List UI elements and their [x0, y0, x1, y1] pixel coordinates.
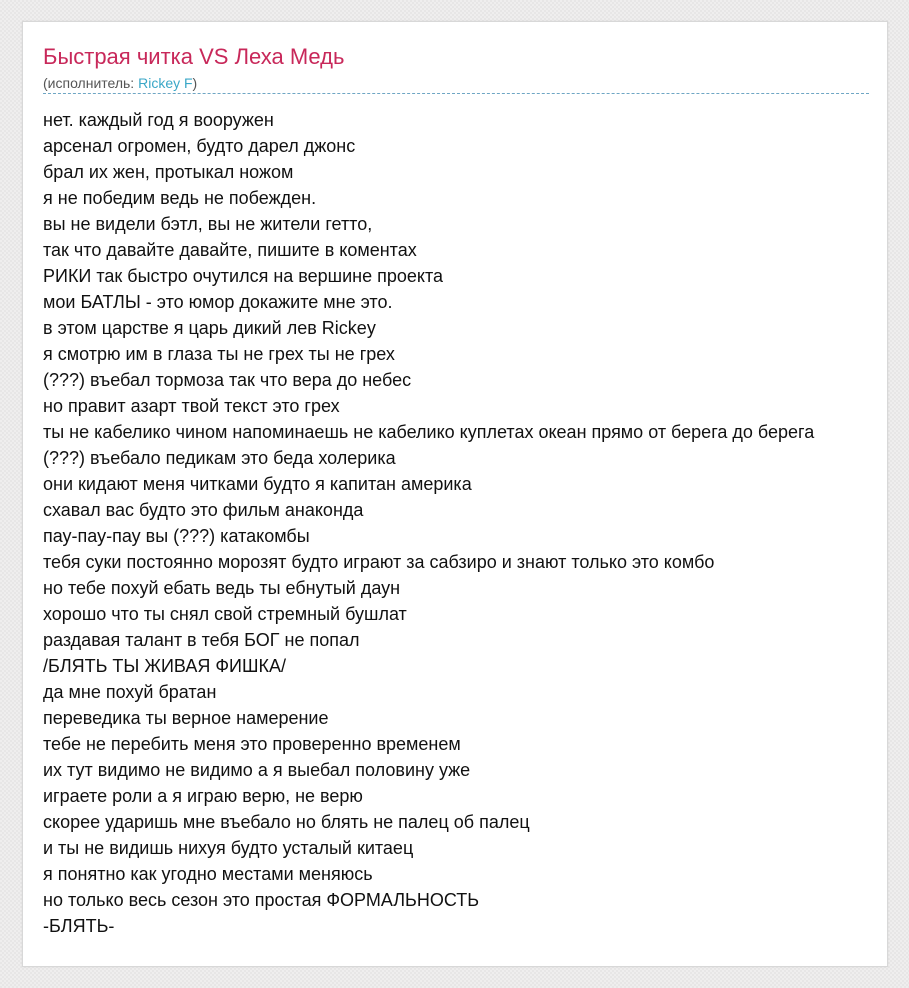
lyric-line: но правит азарт твой текст это грех [43, 396, 340, 416]
lyric-line: раздавая талант в тебя БОГ не попал [43, 630, 360, 650]
lyric-line: и ты не видишь нихуя будто усталый китаец [43, 838, 414, 858]
lyric-line: я не победим ведь не побежден. [43, 188, 317, 208]
lyric-line: да мне похуй братан [43, 682, 217, 702]
artist-suffix: ) [192, 75, 198, 91]
lyric-line: /БЛЯТЬ ТЫ ЖИВАЯ ФИШКА/ [43, 656, 286, 676]
lyrics-text [43, 107, 814, 939]
lyric-line: арсенал огромен, будто дарел джонс [43, 136, 356, 156]
lyric-line: вы не видели бэтл, вы не жители гетто, [43, 214, 373, 234]
song-title: Быстрая читка VS Леха Медь [43, 44, 345, 69]
lyric-line: (???) въебало педикам это беда холерика [43, 448, 396, 468]
lyric-line: схавал вас будто это фильм анаконда [43, 500, 364, 520]
lyric-line: нет. каждый год я вооружен [43, 110, 274, 130]
lyric-line: их тут видимо не видимо а я выебал половину уже [43, 760, 471, 780]
lyric-line: РИКИ так быстро очутился на вершине проекта [43, 266, 444, 286]
lyric-line: брал их жен, протыкал ножом [43, 162, 294, 182]
lyric-line: тебе не перебить меня это проверенно временем [43, 734, 461, 754]
lyric-line: ты не кабелико чином напоминаешь не кабелико куплетах океан прямо от берега до берега [43, 422, 815, 442]
lyric-line: хорошо что ты снял свой стремный бушлат [43, 604, 407, 624]
artist-line [43, 74, 869, 94]
artist-prefix: (исполнитель: [43, 75, 139, 91]
lyric-line: в этом царстве я царь дикий лев Rickey [43, 318, 376, 338]
lyric-line: переведика ты верное намерение [43, 708, 329, 728]
artist-link[interactable]: Rickey F [138, 75, 193, 91]
lyric-line: скорее ударишь мне въебало но блять не палец об палец [43, 812, 530, 832]
lyric-line: пау-пау-пау вы (???) катакомбы [43, 526, 310, 546]
lyric-line: (???) въебал тормоза так что вера до небес [43, 370, 412, 390]
lyric-line: -БЛЯТЬ- [43, 916, 115, 936]
lyric-line: я смотрю им в глаза ты не грех ты не грех [43, 344, 395, 364]
lyric-line: так что давайте давайте, пишите в коментах [43, 240, 417, 260]
lyric-line: я понятно как угодно местами меняюсь [43, 864, 373, 884]
lyric-line: тебя суки постоянно морозят будто играют за сабзиро и знают только это комбо [43, 552, 715, 572]
lyrics-card [22, 21, 888, 967]
lyric-line: играете роли а я играю верю, не верю [43, 786, 363, 806]
lyric-line: но только весь сезон это простая ФОРМАЛЬНОСТЬ [43, 890, 480, 910]
lyric-line: они кидают меня читками будто я капитан америка [43, 474, 472, 494]
lyric-line: мои БАТЛЫ - это юмор докажите мне это. [43, 292, 393, 312]
lyric-line: но тебе похуй ебать ведь ты ебнутый даун [43, 578, 401, 598]
